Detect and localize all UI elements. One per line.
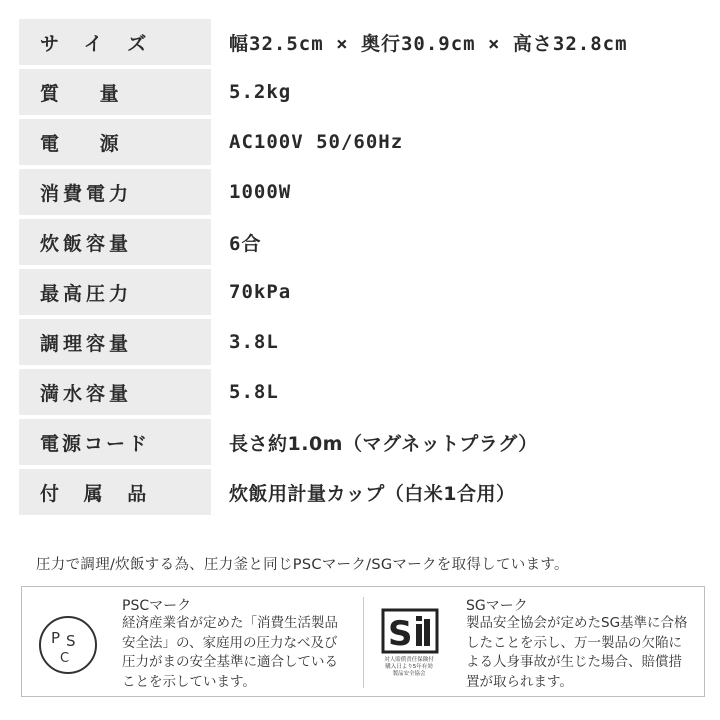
spec-row-power-source (19, 119, 704, 165)
spec-label: 消費電力 (19, 169, 211, 215)
spec-row-power-cord (19, 419, 704, 465)
spec-value: 炊飯用計量カップ（白米1合用） (229, 482, 516, 505)
spec-value: 長さ約1.0m（マグネットプラグ） (229, 432, 538, 455)
spec-row-max-pressure (19, 269, 704, 315)
spec-row-power-consumption (19, 169, 704, 215)
psc-line: 圧力がまの安全基準に適合している (122, 654, 338, 670)
psc-mark-title: PSCマーク (122, 598, 192, 614)
psc-logo-s: S (66, 632, 76, 650)
sg-caption-line: 対人賠償責任保険付 (384, 657, 434, 663)
psc-line: ことを示しています。 (122, 673, 256, 690)
spec-label: 付 属 品 (19, 469, 211, 515)
spec-value: 70kPa (229, 281, 292, 303)
spec-value: 1000W (229, 181, 292, 203)
certification-note: 圧力で調理/炊飯する為、圧力釜と同じPSCマーク/SGマークを取得しています。 (36, 557, 569, 573)
spec-value: 5.8L (229, 381, 279, 403)
sg-line: 製品安全協会が定めたSG基準に合格 (466, 615, 688, 631)
psc-mark-description (122, 614, 367, 692)
spec-label: 満水容量 (19, 369, 211, 415)
certification-marks-box (21, 586, 705, 697)
spec-value: AC100V 50/60Hz (229, 131, 404, 153)
sg-caption-line: 製品安全協会 (392, 671, 426, 677)
spec-label: サ イ ズ (19, 19, 211, 65)
spec-label: 最高圧力 (19, 269, 211, 315)
sg-logo-s: S (388, 614, 413, 654)
marks-divider (363, 597, 364, 688)
sg-caption-line: 購入日より5年有効 (385, 664, 433, 670)
psc-line: 経済産業省が定めた「消費生活製品 (122, 615, 338, 631)
spec-row-rice-capacity (19, 219, 704, 265)
spec-value: 3.8L (229, 331, 279, 353)
psc-logo-c: C (60, 651, 70, 666)
psc-line: 安全法」の、家庭用の圧力なべ及び (122, 634, 338, 651)
psc-mark-block (30, 593, 358, 693)
spec-value: 6合 (229, 232, 262, 255)
sg-mark-block (370, 593, 700, 693)
spec-row-full-capacity (19, 369, 704, 415)
sg-mark-title: SGマーク (466, 598, 528, 614)
psc-logo-p: P (51, 629, 61, 647)
spec-row-accessories (19, 469, 704, 515)
spec-label: 電源コード (19, 419, 211, 465)
sg-line: 置が取られます。 (466, 673, 573, 690)
spec-label: 電 源 (19, 119, 211, 165)
sg-mark-description (466, 614, 711, 692)
spec-label: 質 量 (19, 69, 211, 115)
sg-line: よる人身事故が生じた場合、賠償措 (466, 654, 682, 670)
spec-row-size (19, 19, 704, 65)
sg-logo-caption (372, 657, 446, 678)
psc-mark-icon (36, 613, 100, 677)
spec-table (19, 19, 704, 519)
sg-line: したことを示し、万一製品の欠陥に (466, 634, 682, 651)
spec-label: 調理容量 (19, 319, 211, 365)
spec-value: 5.2kg (229, 81, 292, 103)
spec-row-cooking-capacity (19, 319, 704, 365)
spec-value: 幅32.5cm × 奥行30.9cm × 高さ32.8cm (229, 32, 628, 55)
spec-row-weight (19, 69, 704, 115)
sg-mark-icon (380, 607, 440, 655)
spec-label: 炊飯容量 (19, 219, 211, 265)
